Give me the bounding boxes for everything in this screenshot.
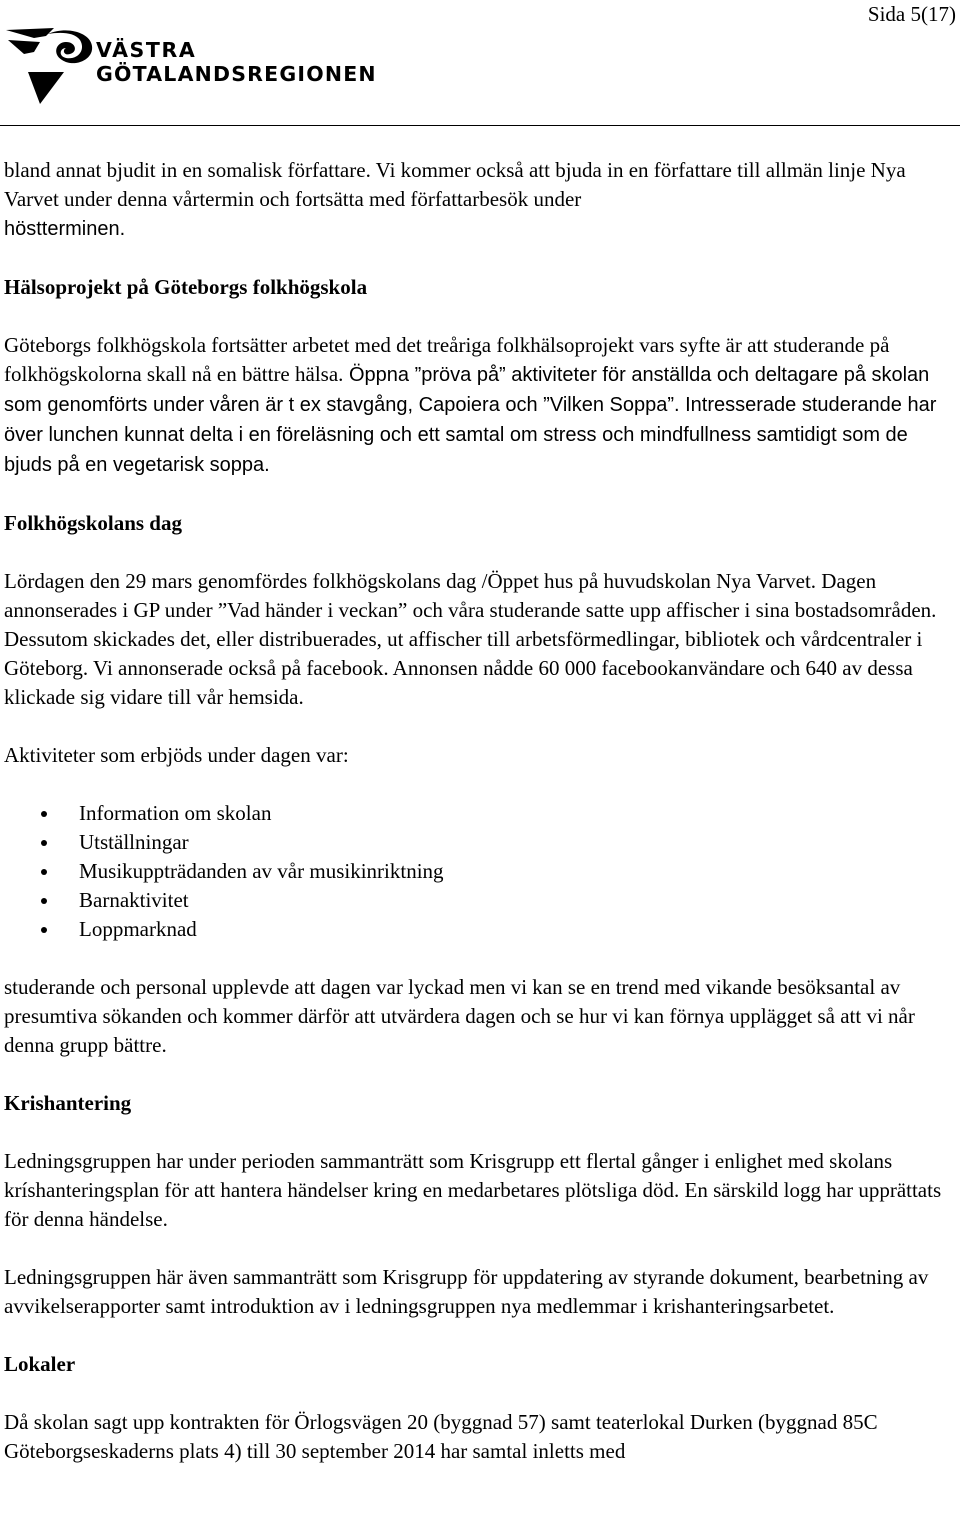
section-heading-folkhogskolans-dag: Folkhögskolans dag	[4, 511, 182, 535]
list-item: Barnaktivitet	[4, 886, 956, 915]
header-divider	[0, 125, 960, 126]
section-heading-lokaler: Lokaler	[4, 1352, 76, 1376]
intro-text-end: höstterminen.	[4, 218, 126, 240]
list-item: Utställningar	[4, 828, 956, 857]
vastra-gotalandsregionen-logo	[4, 24, 384, 106]
logo-mark-icon	[4, 24, 96, 106]
intro-paragraph	[4, 156, 956, 244]
list-item: Information om skolan	[4, 799, 956, 828]
krishantering-paragraph-1: Ledningsgruppen har under perioden sammanträtt som Krisgrupp ett flertal gånger i enlighet med skolans kríshanteringsplan för att hantera händelser kring en medarbetares plötsliga död. En särskild logg har upprättats för denna händelse.	[4, 1149, 942, 1231]
list-item: Loppmarknad	[4, 915, 956, 944]
intro-text: bland annat bjudit in en somalisk författare. Vi kommer också att bjuda in en författare till allmän linje Nya Varvet under denna vårtermin och fortsätta med författarbesök under	[4, 158, 906, 211]
logo-line-2: GÖTALANDSREGIONEN	[96, 62, 377, 86]
activities-intro: Aktiviteter som erbjöds under dagen var:	[4, 743, 349, 767]
activities-list	[4, 799, 956, 944]
document-body	[4, 156, 956, 1466]
halsoprojekt-text-2: Öppna ”pröva på” aktiviteter för anställda och deltagare på skolan som genomförts under våren är t ex stavgång, Capoiera och ”Vilken Soppa”. Intresserade studerande har över lunchen kunnat delta i en föreläsning och ett samtal om stress och mindfullness samtidigt som de bjuds på en vegetarisk soppa.	[4, 364, 937, 476]
evaluation-paragraph: studerande och personal upplevde att dagen var lyckad men vi kan se en trend med vikande besöksantal av presumtiva sökanden och kommer därför att utvärdera dagen och se hur vi kan förnya upplägget så att vi når denna grupp bättre.	[4, 975, 915, 1057]
halsoprojekt-paragraph	[4, 331, 956, 480]
section-heading-krishantering: Krishantering	[4, 1091, 132, 1115]
logo-wordmark	[96, 38, 377, 86]
folkhogskolans-dag-paragraph: Lördagen den 29 mars genomfördes folkhögskolans dag /Öppet hus på huvudskolan Nya Varvet. Dagen annonserades i GP under ”Vad händer i veckan” och våra studerande satte upp affischer i sina bostadsområden. Dessutom skickades det, eller distribuerades, ut affischer till arbetsförmedlingar, bibliotek och vårdcentraler i Göteborg. Vi annonserade också på facebook. Annonsen nådde 60 000 facebookanvändare och 640 av dessa klickade sig vidare till vår hemsida.	[4, 569, 937, 709]
section-heading-halsoprojekt: Hälsoprojekt på Göteborgs folkhögskola	[4, 275, 368, 299]
lokaler-paragraph: Då skolan sagt upp kontrakten för Örlogsvägen 20 (byggnad 57) samt teaterlokal Durken (byggnad 85C Göteborgseskaderns plats 4) till 30 september 2014 har samtal inletts med	[4, 1410, 878, 1463]
page-number: Sida 5(17)	[867, 2, 956, 26]
halsoprojekt-text-1: Göteborgs folkhögskola fortsätter arbetet med det treåriga folkhälsoprojekt vars syfte är att studerande på folkhögskolorna skall nå en bättre hälsa.	[4, 333, 890, 386]
logo-line-1: VÄSTRA	[96, 38, 197, 62]
list-item: Musikuppträdanden av vår musikinriktning	[4, 857, 956, 886]
krishantering-paragraph-2: Ledningsgruppen här även sammanträtt som Krisgrupp för uppdatering av styrande dokument, bearbetning av avvikelserapporter samt introduktion av i ledningsgruppen nya medlemmar i krishanteringsarbetet.	[4, 1265, 929, 1318]
